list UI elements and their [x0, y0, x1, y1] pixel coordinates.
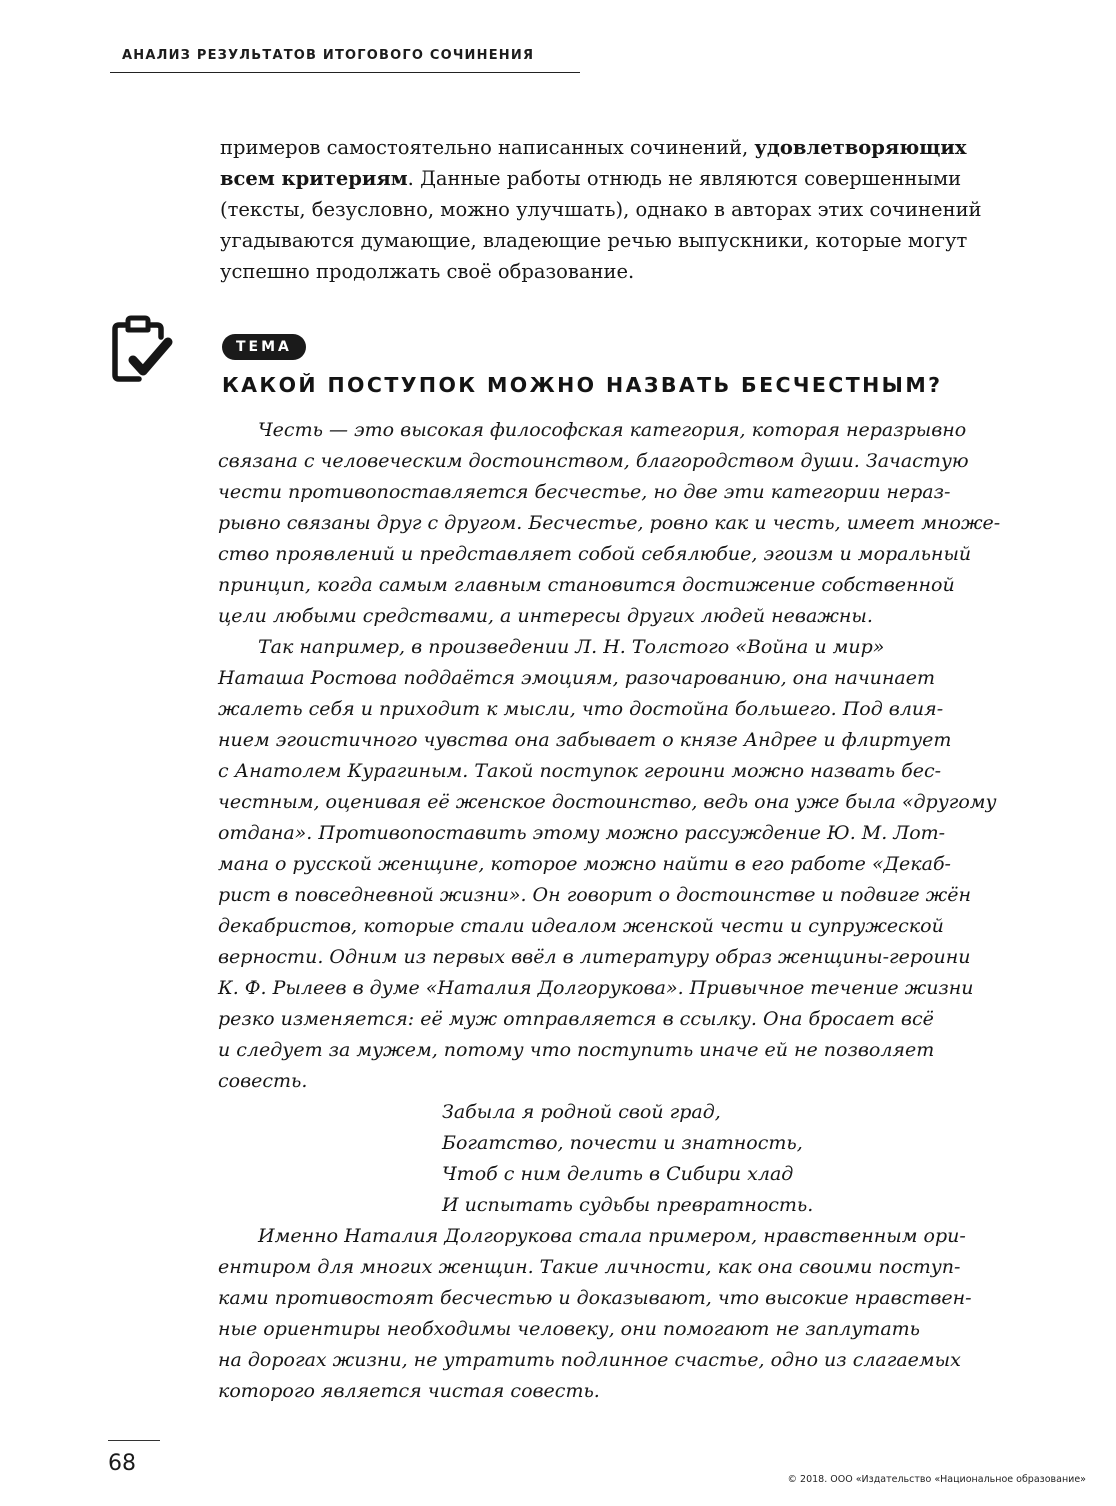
poem-line: Богатство, почести и знатность,	[442, 1132, 803, 1154]
essay-line: жалеть себя и приходит к мысли, что достойна большего. Под влия-	[218, 698, 944, 720]
running-head: АНАЛИЗ РЕЗУЛЬТАТОВ ИТОГОВОГО СОЧИНЕНИЯ	[122, 48, 535, 63]
intro-line: (тексты, безусловно, можно улучшать), однако в авторах этих сочинений	[220, 198, 982, 221]
essay-line: цели любыми средствами, а интересы других людей неважны.	[218, 605, 873, 627]
essay-line: Так например, в произведении Л. Н. Толстого «Война и мир»	[258, 636, 885, 658]
essay-line: рист в повседневной жизни». Он говорит о достоинстве и подвиге жён	[218, 884, 972, 906]
essay-line: К. Ф. Рылеев в думе «Наталия Долгорукова». Привычное течение жизни	[218, 977, 974, 999]
poem-line: Чтоб с ним делить в Сибири хлад	[442, 1163, 794, 1185]
intro-text: . Данные работы отнюдь не являются совершенными	[407, 167, 962, 190]
essay-line: нием эгоистичного чувства она забывает о князе Андрее и флиртует	[218, 729, 952, 751]
header-rule	[110, 72, 580, 73]
essay-line: мана о русской женщине, которое можно найти в его работе «Декаб-	[218, 853, 951, 875]
essay-line: резко изменяется: её муж отправляется в ссылку. Она бросает всё	[218, 1008, 934, 1030]
essay-line: Именно Наталия Долгорукова стала примером, нравственным ори-	[258, 1225, 966, 1247]
topic-badge: ТЕМА	[222, 334, 306, 360]
essay-line: ками противостоят бесчестью и доказывают, что высокие нравствен-	[218, 1287, 972, 1309]
essay-line: с Анатолем Курагиным. Такой поступок героини можно назвать бес-	[218, 760, 942, 782]
essay-line: принцип, когда самым главным становится достижение собственной	[218, 574, 955, 596]
essay-line: ство проявлений и представляет собой себялюбие, эгоизм и моральный	[218, 543, 972, 565]
essay-line: Наташа Ростова поддаётся эмоциям, разочарованию, она начинает	[218, 667, 936, 689]
essay-line: которого является чистая совесть.	[218, 1380, 600, 1402]
essay-line: чести противопоставляется бесчестье, но две эти категории нераз-	[218, 481, 951, 503]
intro-bold-text: удовлетворяющих	[754, 136, 967, 159]
essay-line: Честь — это высокая философская категория, которая неразрывно	[258, 419, 967, 441]
essay-text	[218, 415, 1098, 1407]
intro-line	[220, 132, 1100, 163]
essay-line: ные ориентиры необходимы человеку, они помогают не заплутать	[218, 1318, 921, 1340]
essay-line: декабристов, которые стали идеалом женской чести и супружеской	[218, 915, 944, 937]
essay-line: ентиром для многих женщин. Такие личности, как она своими поступ-	[218, 1256, 961, 1278]
essay-line: отдана». Противопоставить этому можно рассуждение Ю. М. Лот-	[218, 822, 946, 844]
intro-line: угадываются думающие, владеющие речью выпускники, которые могут	[220, 229, 968, 252]
essay-line: на дорогах жизни, не утратить подлинное счастье, одно из слагаемых	[218, 1349, 961, 1371]
essay-line: совесть.	[218, 1070, 308, 1092]
footer-rule	[108, 1440, 160, 1441]
intro-line	[220, 163, 1100, 194]
intro-text: примеров самостоятельно написанных сочинений,	[220, 136, 749, 159]
clipboard-check-icon	[106, 312, 178, 384]
essay-line: и следует за мужем, потому что поступить иначе ей не позволяет	[218, 1039, 935, 1061]
intro-bold-text: всем критериям	[220, 167, 408, 190]
copyright-notice: © 2018. ООО «Издательство «Национальное образование»	[787, 1474, 1086, 1485]
page-number: 68	[108, 1451, 136, 1476]
essay-line: рывно связаны друг с другом. Бесчестье, ровно как и честь, имеет множе-	[218, 512, 1001, 534]
essay-line: связана с человеческим достоинством, благородством души. Зачастую	[218, 450, 969, 472]
intro-paragraph	[220, 132, 1100, 287]
poem-line: И испытать судьбы превратность.	[442, 1194, 814, 1216]
intro-line: успешно продолжать своё образование.	[220, 260, 635, 283]
essay-line: честным, оценивая её женское достоинство, ведь она уже была «другому	[218, 791, 997, 813]
topic-title: КАКОЙ ПОСТУПОК МОЖНО НАЗВАТЬ БЕСЧЕСТНЫМ?	[222, 373, 943, 397]
poem-line: Забыла я родной свой град,	[442, 1101, 721, 1123]
essay-line: верности. Одним из первых ввёл в литературу образ женщины-героини	[218, 946, 971, 968]
